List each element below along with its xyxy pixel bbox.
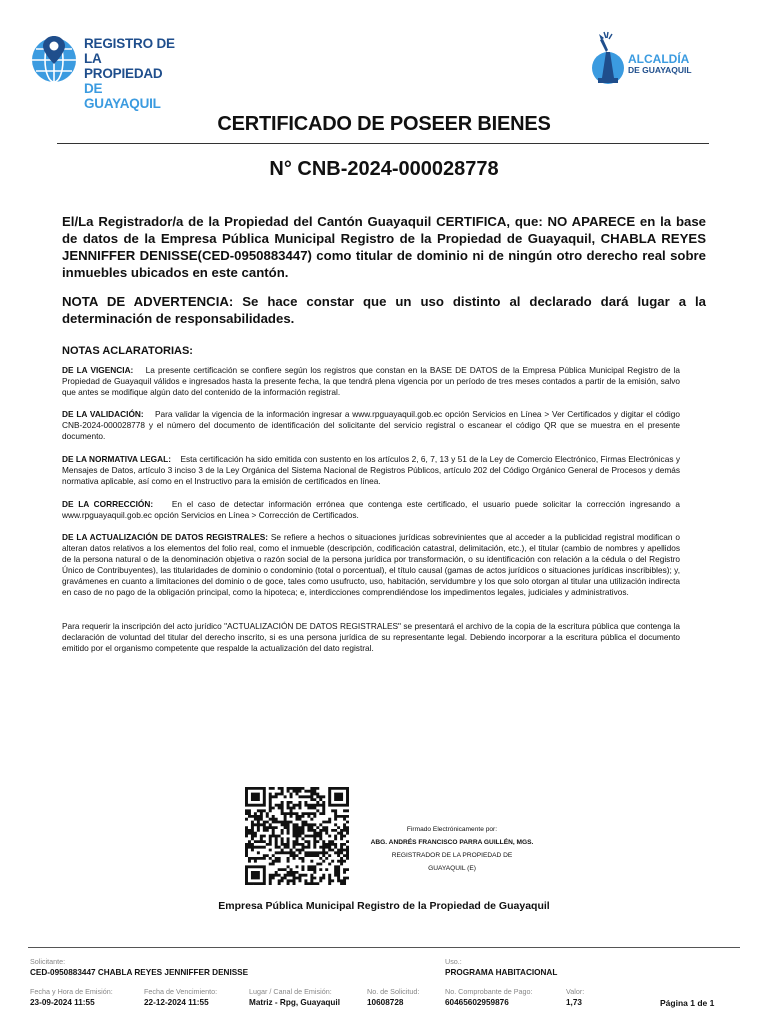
note-normativa: [62, 454, 680, 487]
valor-value: 1,73: [566, 998, 582, 1007]
signature-caption: Firmado Electrónicamente por:: [406, 826, 498, 833]
logo-line-3: DE GUAYAQUIL: [84, 81, 161, 111]
note-text: La presente certificación se confiere según los registros que constan en la BASE DE DATOS de la Empresa Pública Municipal Registro de la Propiedad de Guayaquil válidos e ingresados hasta la presente fecha, la que tendrá plena vigencia por un período de tres meses contados a partir de la emisión, salvo que antes se modifique algún dato del contenido de la información registral.: [62, 365, 680, 397]
qr-code-icon: [245, 787, 349, 885]
warning-note: NOTA DE ADVERTENCIA: Se hace constar que un uso distinto al declarado dará lugar a la determinación de responsabilidades.: [62, 294, 706, 326]
logo-line-1: REGISTRO DE: [84, 36, 175, 51]
note-actualizacion: [62, 532, 680, 598]
comprobante-label: No. Comprobante de Pago:: [445, 987, 533, 996]
note-label: DE LA ACTUALIZACIÓN DE DATOS REGISTRALES:: [62, 532, 269, 542]
globe-pin-icon: [28, 32, 80, 84]
page-indicator: Página 1 de 1: [660, 998, 715, 1008]
certificate-number: N° CNB-2024-000028778: [269, 158, 499, 180]
electronic-signature: [352, 823, 552, 875]
uso-label: Uso.:: [445, 957, 462, 966]
document-title: CERTIFICADO DE POSEER BIENES: [217, 113, 551, 135]
solicitante-label: Solicitante:: [30, 957, 66, 966]
solicitud-value: 10608728: [367, 998, 404, 1007]
alcaldia-line-2: DE GUAYAQUIL: [628, 65, 692, 75]
vencimiento-value: 22-12-2024 11:55: [144, 998, 209, 1007]
signer-title: REGISTRADOR DE LA PROPIEDAD DE: [391, 852, 513, 859]
company-name: Empresa Pública Municipal Registro de la Propiedad de Guayaquil: [218, 900, 550, 912]
valor-label: Valor:: [566, 987, 585, 996]
note-label: DE LA NORMATIVA LEGAL:: [62, 454, 171, 464]
note-text: Esta certificación ha sido emitida con sustento en los artículos 2, 6, 7, 13 y 51 de la Ley de Comercio Electrónico, Firmas Electrónicas y Mensajes de Datos, artículo 3 inciso 3 de la Ley Orgánica del Sistema Nacional de Registros Públicos, artículo 202 del Código Orgánico General de Procesos y demás normativa aplicable, así como en el Instructivo para la emisión de certificados en línea.: [62, 454, 680, 486]
uso-value: PROGRAMA HABITACIONAL: [445, 968, 558, 977]
logo-line-2: LA PROPIEDAD: [84, 51, 163, 81]
note-vigencia: [62, 365, 680, 398]
note-text: Para validar la vigencia de la información ingresar a www.rpguayaquil.gob.ec opción Servicios en Línea > Ver Certificados y digitar el código CNB-2024-000028778 y el número del documento de identificación del solicitante del servicio registral o escanear el código QR que se muestra en el presente documento.: [62, 409, 680, 441]
comprobante-value: 60465602959876: [445, 998, 509, 1007]
note-correccion: [62, 499, 680, 521]
note-validacion: [62, 409, 680, 442]
certification-statement: El/La Registrador/a de la Propiedad del Cantón Guayaquil CERTIFICA, que: NO APARECE en la base de datos de la Empresa Pública Municipal Registro de la Propiedad de Guayaquil, CHABLA REYES JENNIFFER DENISSE(CED-0950883447) como titular de dominio ni de ningún otro derecho real sobre inmuebles ubicados en este cantón.: [62, 214, 706, 280]
note-requerimiento: [62, 621, 680, 654]
lugar-label: Lugar / Canal de Emisión:: [249, 987, 332, 996]
lugar-value: Matriz - Rpg, Guayaquil: [249, 998, 340, 1007]
title-divider: [57, 143, 709, 144]
alcaldia-line-1: ALCALDÍA: [628, 52, 690, 66]
solicitud-label: No. de Solicitud:: [367, 987, 420, 996]
emision-label: Fecha y Hora de Emisión:: [30, 987, 113, 996]
vencimiento-label: Fecha de Vencimiento:: [144, 987, 218, 996]
note-text: En el caso de detectar información errónea que contenga este certificado, el usuario puede solicitar la corrección ingresando a www.rpguayaquil.gob.ec opción Servicios en Línea > Corrección de Certificados.: [62, 499, 680, 520]
solicitante-value: CED-0950883447 CHABLA REYES JENNIFFER DENISSE: [30, 968, 249, 977]
signer-name: ABG. ANDRÉS FRANCISCO PARRA GUILLÉN, MGS.: [370, 839, 534, 846]
alcaldia-logo: [588, 30, 698, 86]
note-label: DE LA VALIDACIÓN:: [62, 409, 144, 419]
note-text: Para requerir la inscripción del acto jurídico "ACTUALIZACIÓN DE DATOS REGISTRALES" se presentará el archivo de la copia de la escritura pública que contenga la declaración de voluntad del titular del derecho inscrito, si es una persona jurídica de su representante legal. Debiendo incorporar a la escritura pública el documento emitido por el organismo competente que respalde la actualización del dato registral.: [62, 621, 680, 653]
notes-heading: NOTAS ACLARATORIAS:: [62, 345, 193, 357]
emision-value: 23-09-2024 11:55: [30, 998, 95, 1007]
note-label: DE LA VIGENCIA:: [62, 365, 134, 375]
signer-location: GUAYAQUIL (E): [428, 865, 476, 872]
note-label: DE LA CORRECCIÓN:: [62, 499, 154, 509]
note-text: Se refiere a hechos o situaciones jurídicas sobrevinientes que al acceder a la publicidad registral modifican o alteran datos relativos a los elementos del folio real, como el inmueble (descripción, codificación catastral, delimitación, etc.), el titular (cambio de nombres y apellidos de la persona natural o de la denominación objetiva o razón social de la persona jurídica por transformación, o su identificación con relación a la cédula o del Registro Único de Contribuyentes), las titularidades de dominio o condominio (total o porcentual), el título causal (gamas de actos jurídicos o situaciones jurídicas inscribibles); y, gravámenes en cuanto a limitaciones del dominio o de goce, tales como usufructo, uso, habitación, servidumbre y los que solo otorgan al titular una utilización indirecta en caso de no pago de la obligación principal, como la hipoteca; e, interdicciones comprendiéndose los impedimentos legales, judiciales y administrativos.: [62, 532, 680, 597]
registro-propiedad-logo: [28, 30, 178, 111]
footer-divider: [28, 947, 740, 948]
torch-statue-icon: [588, 30, 628, 86]
